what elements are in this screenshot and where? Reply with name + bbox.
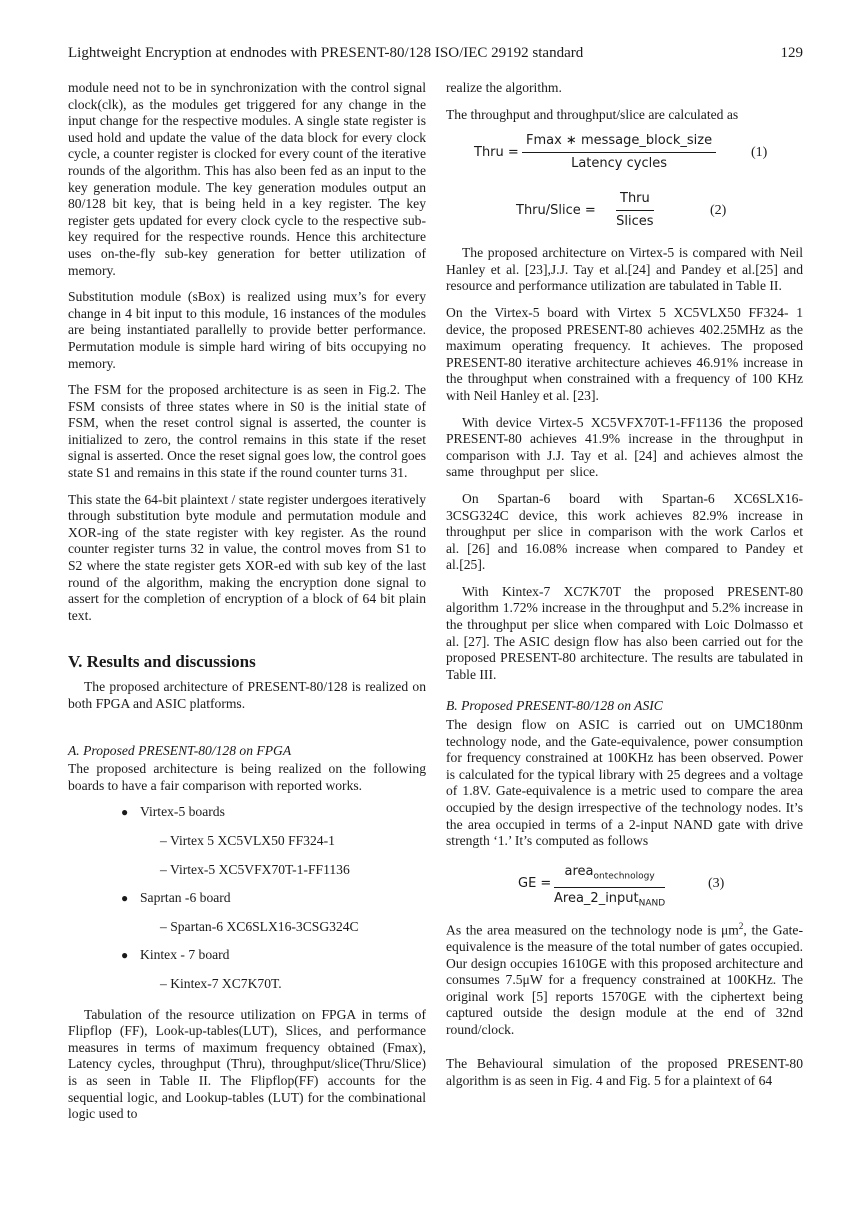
- paragraph: With device Virtex-5 XC5VFX70T-1-FF1136 the proposed PRESENT-80 achieves 41.9% increase in the throughput in comparison with J.J. Tay et al. [24] and achieves almost the same throughput per slice.: [446, 414, 803, 480]
- list-item: – Virtex 5 XC5VLX50 FF324-1: [160, 832, 335, 848]
- paragraph: The throughput and throughput/slice are calculated as: [446, 106, 739, 122]
- list-item: – Virtex-5 XC5VFX70T-1-FF1136: [160, 861, 350, 877]
- subsection-heading: B. Proposed PRESENT-80/128 on ASIC: [446, 698, 663, 714]
- equation-number: (2): [710, 203, 727, 219]
- board-list: [68, 804, 426, 992]
- paragraph: As the area measured on the technology node is $\mu m^2$, the Gate- equivalence is the measure of the total number of gates occupied. Our design occupies 1610GE with this proposed architecture and consumes 7.5μW for a frequency constrained at 100KHz. The original work [5] reports 1570GE with the ciphertext being captured outside the design module at the end of 32nd round/clock.: [446, 920, 803, 1037]
- paragraph: This state the 64-bit plaintext / state register undergoes iteratively through substitution byte module and permutation module and XOR-ing of the state register with key register. As the round counter register turns 32 in value, the control moves from S1 to S2 where the state register gets XOR-ed with sub key of the last round of the algorithm, making the encryption done signal to assert for the completion of encryption of a block of 64 bit plain text.: [68, 491, 426, 623]
- bullet-icon: ●: [121, 948, 129, 963]
- paragraph: The proposed architecture is being realized on the following boards to have a fair comparison with reported works.: [68, 761, 426, 793]
- right-column: [446, 80, 803, 1100]
- paragraph: The Behavioural simulation of the proposed PRESENT-80 algorithm is as seen in Fig. 4 and Fig. 5 for a plaintext of 64: [446, 1056, 803, 1089]
- equation-lhs: GE =: [518, 875, 552, 891]
- equation-3: [446, 864, 803, 908]
- paragraph: On Spartan-6 board with Spartan-6 XC6SLX16-3CSG324C device, this work achieves 82.9% increase in throughput per slice in comparison with the work Carlos et al. [26] and 16.08% increase when compared to Pandey et al.[25].: [446, 490, 803, 573]
- equation-lhs: Thru/Slice =: [516, 203, 596, 219]
- paragraph: The proposed architecture of PRESENT-80/128 is realized on both FPGA and ASIC platforms.: [68, 679, 426, 711]
- list-item: ● Virtex-5 boards: [121, 804, 225, 820]
- equation-1: [446, 133, 803, 177]
- equation-numerator: Thru: [616, 191, 654, 211]
- list-item: – Spartan-6 XC6SLX16-3CSG324C: [160, 918, 359, 934]
- paragraph: Tabulation of the resource utilization on FPGA in terms of Flipflop (FF), Look-up-tables(LUT), Slices, and performance measures in terms of maximum frequency obtained (Fmax), Latency cycles, throughput (Thru), throughput/slice(Thru/Slice) is as seen in Table II. The Flipflop(FF) accounts for the sequential logic, and Lookup-tables (LUT) for the combinational logic used to: [68, 1006, 426, 1122]
- bullet-icon: ●: [121, 805, 129, 820]
- bullet-icon: ●: [121, 891, 129, 906]
- list-item: ● Saprtan -6 board: [121, 890, 231, 906]
- paragraph: With Kintex-7 XC7K70T the proposed PRESENT-80 algorithm 1.72% increase in the throughput and 5.2% increase in the throughput per slice when compared with Loic Dolmasso et al. [27]. The ASIC design flow has also been carried out for the proposed PRESENT-80 architecture. The results are tabulated in Table III.: [446, 583, 803, 682]
- paragraph: The design flow on ASIC is carried out on UMC180nm technology node, and the Gate-equivalence, power consumption for frequency constrained at 100KHz has been observed. Power is calculated for the typical library with 25 degrees and a voltage of 1.8V. Gate-equivalence is a metric used to compare the area occupied by the design irrespective of the technology nodes. It’s the area occupied in terms of a 2-input NAND gate with drive strength ‘1.’ It’s computed as follows: [446, 717, 803, 849]
- equation-denominator: Area_2_input$_{NAND}$: [554, 890, 666, 909]
- paragraph: On the Virtex-5 board with Virtex 5 XC5VLX50 FF324- 1 device, the proposed PRESENT-80 achieves 402.25MHz as the maximum operating frequency. It achieves. The proposed PRESENT-80 iterative architecture achieves 46.91% increase in the throughput when constrained with a frequency of 100 KHz with Neil Hanley et al. [23].: [446, 304, 803, 403]
- equation-fraction: [616, 191, 654, 230]
- equation-numerator: area$_{ontechnology}$: [554, 864, 665, 888]
- running-title: Lightweight Encryption at endnodes with PRESENT-80/128 ISO/IEC 29192 standard: [68, 45, 584, 61]
- paragraph: module need not to be in synchronization with the control signal clock(clk), as the modules get triggered for any change in the input change for the respective modules. A single state register is used hold and update the value of the data block for every clock cycle, a counter register is clocked for every count of the iterative rounds of the algorithm. This has also been fed as an input to the key generation module. The key generation modules output an 80/128 bit key, that is being held in a key register. The key register gets updated for every clock cycle to the respective sub-key required for the respective rounds. Hence this architecture uses on-the-fly sub-key generation for better utilization of memory.: [68, 80, 426, 278]
- equation-lhs: Thru =: [474, 145, 519, 161]
- paragraph: realize the algorithm.: [446, 80, 562, 95]
- equation-denominator: Latency cycles: [571, 155, 667, 171]
- equation-fraction: [554, 864, 665, 912]
- page-number: 129: [780, 45, 803, 61]
- paragraph: Substitution module (sBox) is realized using mux’s for every change in 4 bit input to this module, 16 instances of the modules are being instantiated parallelly to provide better performance. Permutation module is simple hard wiring of bits occupying no memory.: [68, 289, 426, 371]
- list-item: ● Kintex - 7 board: [121, 947, 230, 963]
- equation-number: (3): [708, 875, 725, 891]
- equation-number: (1): [751, 145, 768, 161]
- running-header: [68, 45, 803, 65]
- equation-fraction: [522, 133, 716, 172]
- list-item: – Kintex-7 XC7K70T.: [160, 975, 282, 991]
- subsection-heading: A. Proposed PRESENT-80/128 on FPGA: [68, 742, 292, 758]
- left-column: [68, 80, 426, 1133]
- paragraph: The proposed architecture on Virtex-5 is compared with Neil Hanley et al. [23],J.J. Tay et al.[24] and Pandey et al.[25] and resource and performance utilization are tabulated in Table II.: [446, 245, 803, 294]
- paragraph: The FSM for the proposed architecture is as seen in Fig.2. The FSM consists of three states where in S0 is the initial state of FSM, when the reset control signal is asserted, the counter is initialized to zero, the control remains in this state if the reset signal is asserted. Once the reset signal goes low, the control goes state S1 and remains in this state if the round counter turns 31.: [68, 382, 426, 481]
- section-heading: V. Results and discussions: [68, 652, 256, 672]
- equation-numerator: Fmax ∗ message_block_size: [522, 133, 716, 153]
- equation-2: [446, 191, 803, 235]
- equation-denominator: Slices: [616, 213, 654, 229]
